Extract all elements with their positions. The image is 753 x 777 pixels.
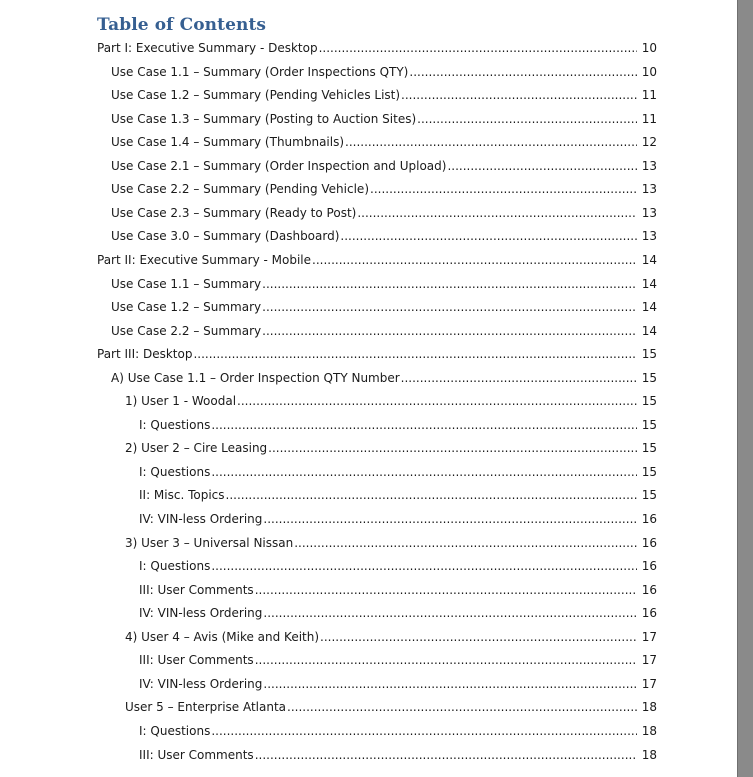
toc-dot-leader [237,393,637,409]
toc-entry[interactable] [0,601,737,621]
toc-entry[interactable] [0,648,737,668]
toc-entry[interactable] [0,36,737,56]
toc-entry[interactable] [0,389,737,409]
toc-entry-page-number: 14 [641,323,657,338]
toc-entry-label: IV: VIN-less Ordering [139,676,263,691]
toc-dot-leader [401,370,637,386]
toc-dot-leader [370,181,637,197]
toc-dot-leader [345,134,637,150]
toc-entry[interactable] [0,130,737,150]
toc-dot-leader [294,535,637,551]
toc-dot-leader [211,558,637,574]
toc-dot-leader [263,676,637,692]
toc-entry-page-number: 15 [641,417,657,432]
toc-entry-label: Use Case 1.1 – Summary (Order Inspections QTY) [111,64,409,79]
toc-entry-page-number: 16 [641,535,657,550]
toc-dot-leader [262,299,637,315]
toc-entry[interactable] [0,436,737,456]
toc-entry-label: Use Case 1.2 – Summary [111,300,262,315]
toc-entry-page-number: 13 [641,158,657,173]
toc-entry-label: Use Case 1.3 – Summary (Posting to Auction Sites) [111,111,417,126]
toc-entry[interactable] [0,342,737,362]
toc-entry-page-number: 15 [641,370,657,385]
toc-dot-leader [447,158,637,174]
toc-entry-label: Part I: Executive Summary - Desktop [97,41,318,55]
toc-entry[interactable] [0,507,737,527]
toc-dot-leader [319,40,637,56]
toc-entry[interactable] [0,248,737,268]
toc-entry-label: Use Case 1.2 – Summary (Pending Vehicles List) [111,88,401,103]
toc-entry-page-number: 16 [641,512,657,526]
toc-entry-label: Use Case 2.2 – Summary (Pending Vehicle) [111,182,369,197]
toc-dot-leader [340,228,637,244]
toc-entry-page-number: 10 [641,64,657,79]
toc-entry-label: I: Questions [139,417,211,432]
toc-entry-label: Use Case 1.1 – Summary [111,276,262,291]
toc-dot-leader [211,464,637,480]
toc-entry[interactable] [0,672,737,692]
toc-entry-label: I: Questions [139,723,211,738]
toc-entry[interactable] [0,154,737,174]
toc-entry-label: III: User Comments [139,747,254,762]
toc-entry-label: III: User Comments [139,582,254,597]
toc-entry[interactable] [0,60,737,80]
toc-entry-label: 2) User 2 – Cire Leasing [125,441,268,456]
toc-entry-page-number: 17 [641,629,657,644]
toc-dot-leader [211,723,637,739]
toc-entry-label: IV: VIN-less Ordering [139,606,263,621]
toc-entry-page-number: 17 [641,676,657,691]
toc-entry-page-number: 10 [641,41,657,55]
toc-entry-page-number: 15 [641,347,657,362]
toc-entry-page-number: 16 [641,582,657,597]
toc-entry[interactable] [0,295,737,315]
toc-entry-label: Part II: Executive Summary - Mobile [97,252,311,267]
toc-entry[interactable] [0,107,737,127]
toc-entry-page-number: 13 [641,205,657,220]
toc-dot-leader [193,346,637,362]
toc-entry-label: 1) User 1 - Woodal [125,394,237,409]
toc-entry-label: I: Questions [139,464,211,479]
toc-dot-leader [263,511,637,527]
toc-entry[interactable] [0,224,737,244]
toc-entry-page-number: 15 [641,441,657,456]
toc-dot-leader [211,417,637,433]
toc-entry-label: Part III: Desktop [97,347,193,362]
toc-entry[interactable] [0,83,737,103]
toc-entry-page-number: 16 [641,559,657,574]
toc-dot-leader [417,111,637,127]
toc-entry-page-number: 18 [641,723,657,738]
toc-entry-page-number: 11 [641,111,657,126]
window-gutter [737,0,753,777]
toc-entry-page-number: 11 [641,88,657,103]
toc-dot-leader [262,276,637,292]
toc-dot-leader [320,629,637,645]
toc-entry-label: Use Case 1.4 – Summary (Thumbnails) [111,135,345,150]
toc-dot-leader [255,747,637,763]
toc-entry-page-number: 18 [641,700,657,715]
toc-dot-leader [255,582,637,598]
toc-dot-leader [263,605,637,621]
toc-entry[interactable] [0,531,737,551]
toc-entry[interactable] [0,366,737,386]
toc-entry-label: 3) User 3 – Universal Nissan [125,535,294,550]
toc-dot-leader [287,699,637,715]
toc-dot-leader [255,652,637,668]
toc-entry-page-number: 16 [641,606,657,621]
toc-entry-label: IV: VIN-less Ordering [139,512,263,526]
toc-entry-label: Use Case 3.0 – Summary (Dashboard) [111,229,340,244]
toc-entry-label: Use Case 2.3 – Summary (Ready to Post) [111,205,357,220]
toc-entry[interactable] [0,695,737,715]
toc-entry[interactable] [0,578,737,598]
toc-entry[interactable] [0,319,737,339]
toc-entry-label: II: Misc. Topics [139,488,225,503]
toc-dot-leader [401,87,637,103]
toc-entry-page-number: 14 [641,300,657,315]
toc-title: Table of Contents [97,15,267,35]
toc-entry[interactable] [0,625,737,645]
toc-entry-label: A) Use Case 1.1 – Order Inspection QTY Number [111,370,400,385]
toc-entry[interactable] [0,201,737,221]
toc-entry[interactable] [0,719,737,739]
toc-entry-label: Use Case 2.2 – Summary [111,323,262,338]
toc-dot-leader [357,205,637,221]
toc-entry-page-number: 12 [641,135,657,150]
toc-entry-page-number: 18 [641,747,657,762]
toc-dot-leader [262,323,637,339]
toc-dot-leader [268,440,637,456]
toc-entry[interactable] [0,483,737,503]
toc-entry-page-number: 13 [641,229,657,244]
toc-entry-page-number: 13 [641,182,657,197]
toc-entry-page-number: 15 [641,488,657,503]
toc-entry-page-number: 15 [641,394,657,409]
toc-dot-leader [312,252,637,268]
toc-entry[interactable] [0,177,737,197]
toc-dot-leader [226,487,637,503]
toc-entry[interactable] [0,460,737,480]
toc-entry-page-number: 14 [641,252,657,267]
toc-entry[interactable] [0,554,737,574]
toc-entry-label: 4) User 4 – Avis (Mike and Keith) [125,629,320,644]
toc-entry-label: User 5 – Enterprise Atlanta [125,700,287,715]
toc-entry-page-number: 15 [641,464,657,479]
toc-dot-leader [409,64,637,80]
toc-entry[interactable] [0,272,737,292]
toc-entry[interactable] [0,413,737,433]
toc-entry-page-number: 14 [641,276,657,291]
toc-entry-label: III: User Comments [139,653,254,668]
toc-entry-page-number: 17 [641,653,657,668]
toc-entry-label: I: Questions [139,559,211,574]
toc-entry-label: Use Case 2.1 – Summary (Order Inspection and Upload) [111,158,447,173]
toc-entry[interactable] [0,743,737,763]
